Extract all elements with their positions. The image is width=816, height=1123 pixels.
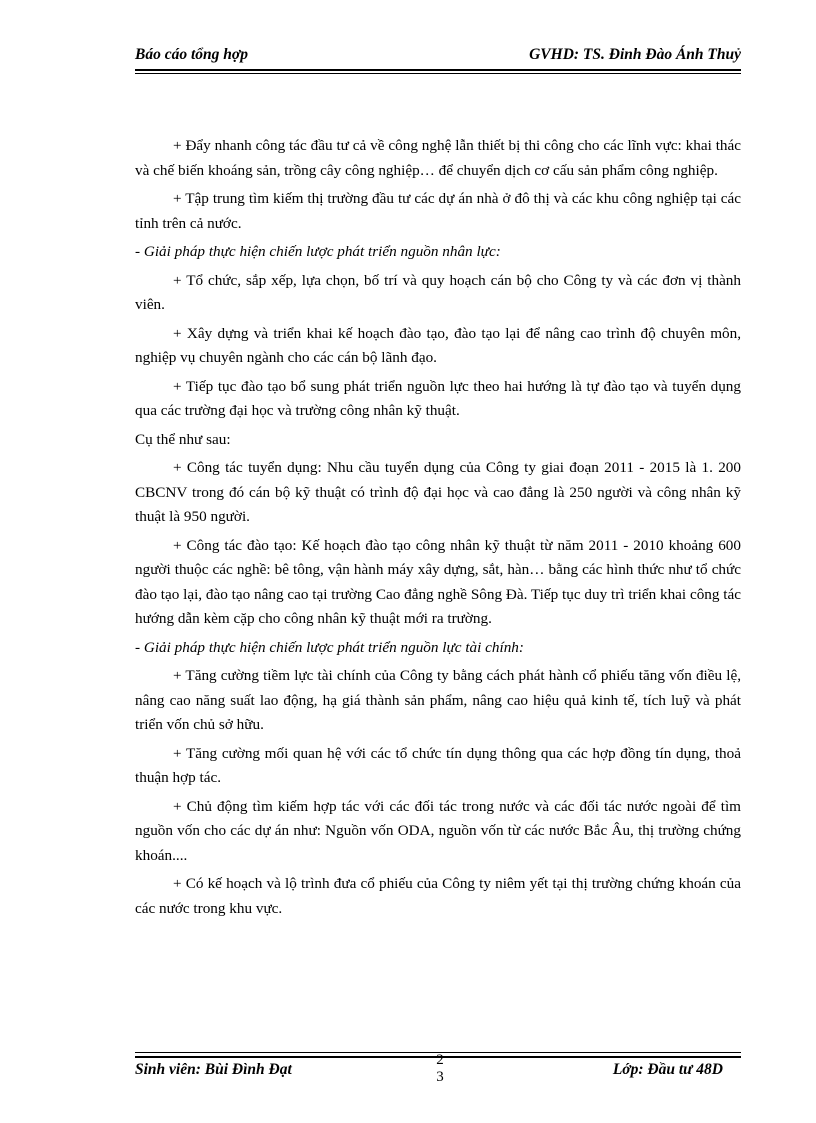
footer-class-name: Lớp: Đầu tư 48D (612, 1061, 723, 1078)
header-rule-thin (135, 73, 741, 74)
section-heading-human-resources: - Giải pháp thực hiện chiến lược phát triển nguồn nhân lực: (135, 243, 501, 260)
paragraph: + Có kế hoạch và lộ trình đưa cổ phiếu của Công ty niêm yết tại thị trường chứng khoán của các nước trong khu vực. (135, 875, 741, 917)
section-heading-finance: - Giải pháp thực hiện chiến lược phát triển nguồn lực tài chính: (135, 638, 524, 656)
paragraph: + Tăng cường mối quan hệ với các tổ chức tín dụng thông qua các hợp đồng tín dụng, thoả thuận hợp tác. (135, 744, 741, 786)
paragraph: + Tiếp tục đào tạo bổ sung phát triển nguồn lực theo hai hướng là tự đào tạo và tuyển dụng qua các trường đại học và trường công nhân kỹ thuật. (135, 377, 741, 419)
header-supervisor: GVHD: TS. Đinh Đào Ánh Thuỷ (529, 46, 741, 63)
page-footer (135, 1052, 741, 1098)
header-report-title: Báo cáo tổng hợp (135, 46, 248, 63)
paragraph: + Công tác đào tạo: Kế hoạch đào tạo công nhân kỹ thuật từ năm 2011 - 2010 khoảng 600 người thuộc các nghề: bê tông, vận hành máy xây dựng, sắt, hàn… bằng các hình thức như tổ chức đào tạo lại, đào tạo nâng cao tại trường Cao đẳng nghề Sông Đà. Tiếp tục duy trì triển khai công tác hướng dẫn kèm cặp cho công nhân kỹ thuật mới ra trường. (135, 536, 741, 627)
paragraph: + Tổ chức, sắp xếp, lựa chọn, bố trí và quy hoạch cán bộ cho Công ty và các đơn vị thành viên. (135, 271, 741, 313)
paragraph-lead-in: Cụ thể như sau: (135, 430, 231, 448)
page-number (432, 1052, 448, 1086)
page-number-line-1: 2 (436, 1052, 444, 1068)
page-number-line-2: 3 (436, 1069, 444, 1085)
header-rule-thick (135, 69, 741, 71)
paragraph: + Xây dựng và triển khai kế hoạch đào tạo, đào tạo lại để nâng cao trình độ chuyên môn, nghiệp vụ chuyên ngành cho các cán bộ lãnh đạo. (135, 324, 741, 366)
paragraph: + Tăng cường tiềm lực tài chính của Công ty bằng cách phát hành cổ phiếu tăng vốn điều lệ, nâng cao năng suất lao động, hạ giá thành sản phẩm, nâng cao hiệu quả kinh tế, tích luỹ và phát triển vốn chủ sở hữu. (135, 667, 741, 733)
page-header (135, 44, 741, 68)
paragraph: + Chủ động tìm kiếm hợp tác với các đối tác trong nước và các đối tác nước ngoài để tìm nguồn vốn cho các dự án như: Nguồn vốn ODA, nguồn vốn từ các nước Bắc Âu, thị trường chứng khoán.... (135, 797, 741, 864)
paragraph: + Công tác tuyển dụng: Nhu cầu tuyển dụng của Công ty giai đoạn 2011 - 2015 là 1. 200 CBCNV trong đó cán bộ kỹ thuật có trình độ đại học và cao đẳng là 250 người và công nhân kỹ thuật là 950 người. (135, 459, 741, 525)
footer-student-name: Sinh viên: Bùi Đình Đạt (135, 1061, 292, 1078)
paragraph: + Tập trung tìm kiếm thị trường đầu tư các dự án nhà ở đô thị và các khu công nghiệp tại các tỉnh trên cả nước. (135, 190, 741, 232)
document-body (135, 134, 741, 925)
paragraph: + Đẩy nhanh công tác đầu tư cả về công nghệ lẫn thiết bị thi công cho các lĩnh vực: khai thác và chế biến khoáng sản, trồng cây công nghiệp… để chuyển dịch cơ cấu sản phẩm công nghiệp. (135, 137, 741, 179)
